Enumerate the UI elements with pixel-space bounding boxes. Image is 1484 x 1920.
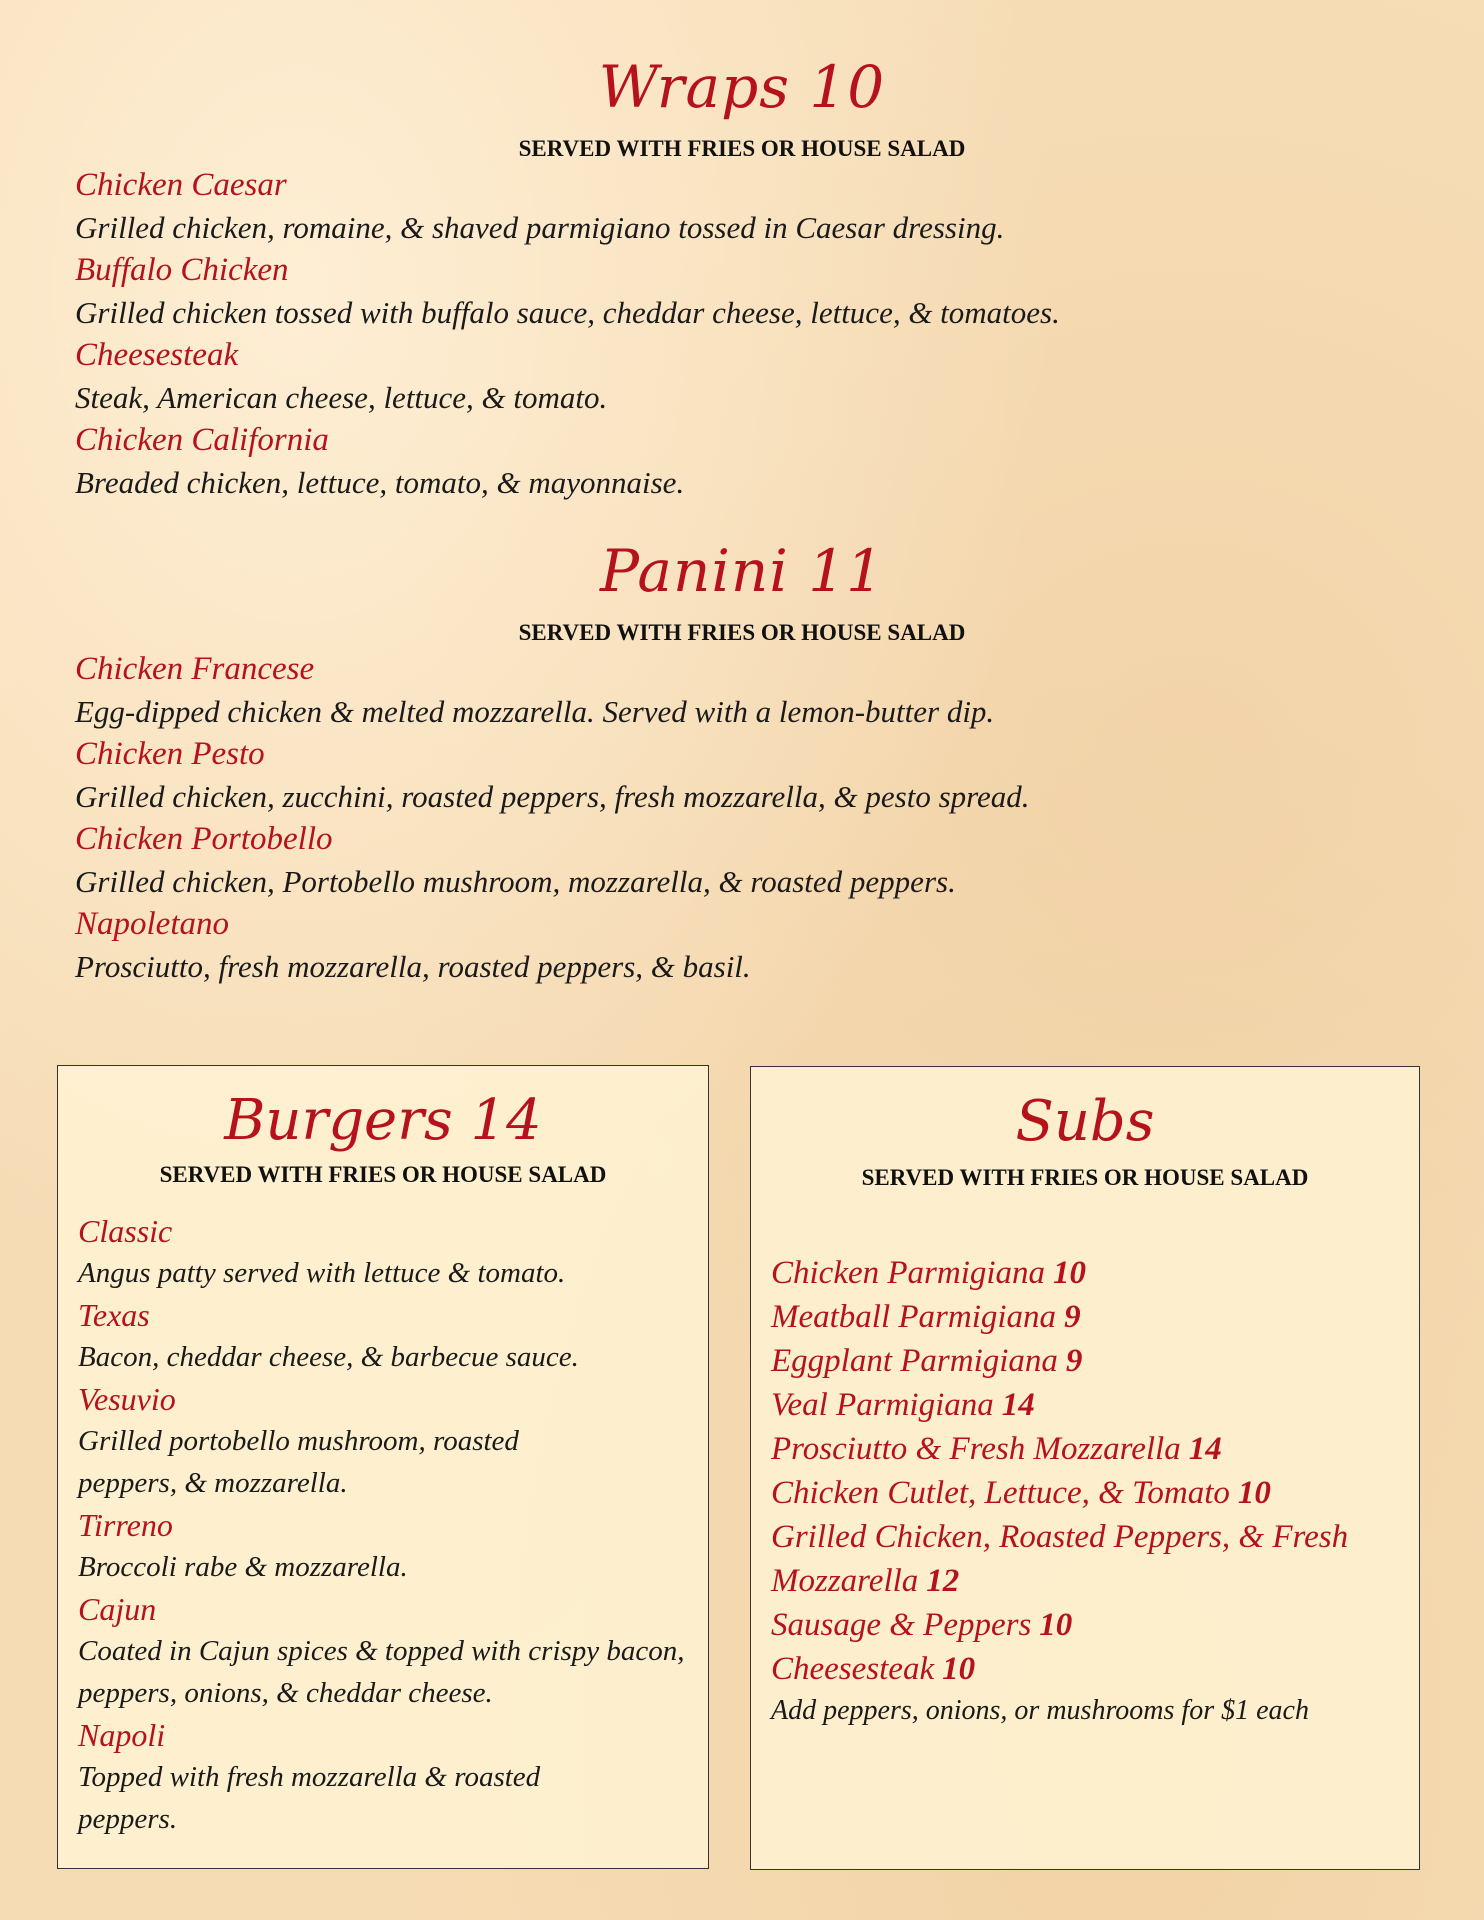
burgers-item-desc: Grilled portobello mushroom, roasted peppers, & mozzarella. — [78, 1425, 519, 1499]
burgers-item-name: Vesuvio — [78, 1381, 176, 1417]
panini-item-name: Chicken Francese — [75, 651, 315, 687]
wraps-item-name: Chicken Caesar — [75, 167, 287, 203]
wraps-item-name: Chicken California — [75, 422, 329, 458]
subs-item-name: Meatball Parmigiana — [771, 1299, 1057, 1335]
subs-item-price: 10 — [942, 1651, 976, 1687]
subs-item — [771, 1427, 1405, 1471]
panini-item-desc: Egg-dipped chicken & melted mozzarella. Served with a lemon-butter dip. — [75, 694, 995, 729]
panini-item-list — [75, 648, 1435, 988]
subs-item — [771, 1383, 1405, 1427]
burgers-subtitle: SERVED WITH FRIES OR HOUSE SALAD — [159, 1162, 607, 1187]
burgers-item-name: Napoli — [78, 1717, 166, 1753]
subs-item-price: 10 — [1237, 1475, 1271, 1511]
subs-item — [771, 1339, 1405, 1383]
subs-item-price: 10 — [1039, 1607, 1073, 1643]
subs-item-name: Cheesesteak — [771, 1651, 935, 1687]
subs-item-name: Veal Parmigiana — [771, 1387, 994, 1423]
subs-item-price: 10 — [1053, 1255, 1087, 1291]
panini-subtitle: SERVED WITH FRIES OR HOUSE SALAD — [518, 620, 966, 645]
subs-item-list — [751, 1251, 1419, 1731]
panini-item-name: Chicken Pesto — [75, 736, 265, 772]
subs-subtitle: SERVED WITH FRIES OR HOUSE SALAD — [861, 1165, 1309, 1190]
wraps-item-name: Cheesesteak — [75, 337, 239, 373]
burgers-item-name: Classic — [78, 1213, 173, 1249]
wraps-subtitle: SERVED WITH FRIES OR HOUSE SALAD — [518, 136, 966, 161]
burgers-item-list — [58, 1210, 708, 1840]
subs-item — [771, 1515, 1405, 1559]
burgers-item-name: Cajun — [78, 1591, 157, 1627]
panini-item-desc: Grilled chicken, zucchini, roasted peppers, fresh mozzarella, & pesto spread. — [75, 779, 1030, 814]
burgers-item-name: Tirreno — [78, 1507, 173, 1543]
subs-item-name: Mozzarella — [771, 1563, 919, 1599]
burgers-item-desc: Broccoli rabe & mozzarella. — [78, 1551, 408, 1583]
wraps-title: Wraps 10 — [598, 53, 886, 121]
subs-item-price: 14 — [1188, 1431, 1222, 1467]
wraps-item-desc: Steak, American cheese, lettuce, & tomato. — [75, 380, 608, 415]
burgers-title: Burgers 14 — [224, 1088, 542, 1153]
subs-item — [771, 1295, 1405, 1339]
panini-item-name: Napoletano — [75, 906, 229, 942]
panini-item-desc: Grilled chicken, Portobello mushroom, mozzarella, & roasted peppers. — [75, 864, 956, 899]
burgers-item-desc: Topped with fresh mozzarella & roasted peppers. — [78, 1761, 541, 1835]
subs-item — [771, 1647, 1405, 1691]
subs-item-name: Sausage & Peppers — [771, 1607, 1032, 1643]
subs-item-price: 12 — [926, 1563, 960, 1599]
panini-item-name: Chicken Portobello — [75, 821, 333, 857]
subs-item-name: Chicken Parmigiana — [771, 1255, 1046, 1291]
subs-item — [771, 1559, 1405, 1603]
subs-item — [771, 1471, 1405, 1515]
subs-item — [771, 1251, 1405, 1295]
subs-item-name: Chicken Cutlet, Lettuce, & Tomato — [771, 1475, 1230, 1511]
subs-item-name: Prosciutto & Fresh Mozzarella — [771, 1431, 1181, 1467]
subs-item-name: Grilled Chicken, Roasted Peppers, & Fresh — [771, 1519, 1349, 1555]
wraps-item-desc: Grilled chicken tossed with buffalo sauce, cheddar cheese, lettuce, & tomatoes. — [75, 295, 1060, 330]
wraps-item-list — [75, 164, 1435, 504]
burgers-item-desc: Angus patty served with lettuce & tomato. — [78, 1257, 566, 1289]
panini-item-desc: Prosciutto, fresh mozzarella, roasted peppers, & basil. — [75, 949, 751, 984]
subs-item-name: Eggplant Parmigiana — [771, 1343, 1058, 1379]
wraps-item-desc: Grilled chicken, romaine, & shaved parmigiano tossed in Caesar dressing. — [75, 210, 1005, 245]
wraps-item-desc: Breaded chicken, lettuce, tomato, & mayonnaise. — [75, 465, 685, 500]
panini-title: Panini 11 — [599, 537, 885, 605]
burgers-item-desc: Bacon, cheddar cheese, & barbecue sauce. — [78, 1341, 579, 1373]
subs-title: Subs — [1015, 1089, 1155, 1154]
burgers-item-name: Texas — [78, 1297, 150, 1333]
burgers-item-desc: Coated in Cajun spices & topped with crispy bacon, peppers, onions, & cheddar cheese. — [78, 1635, 685, 1709]
subs-item-price: 9 — [1065, 1343, 1083, 1379]
subs-note: Add peppers, onions, or mushrooms for $1 each — [771, 1695, 1309, 1726]
subs-box — [750, 1066, 1420, 1870]
subs-item-price: 14 — [1001, 1387, 1035, 1423]
burgers-box — [57, 1065, 709, 1869]
wraps-item-name: Buffalo Chicken — [75, 252, 289, 288]
subs-item-price: 9 — [1064, 1299, 1081, 1335]
subs-item — [771, 1603, 1405, 1647]
